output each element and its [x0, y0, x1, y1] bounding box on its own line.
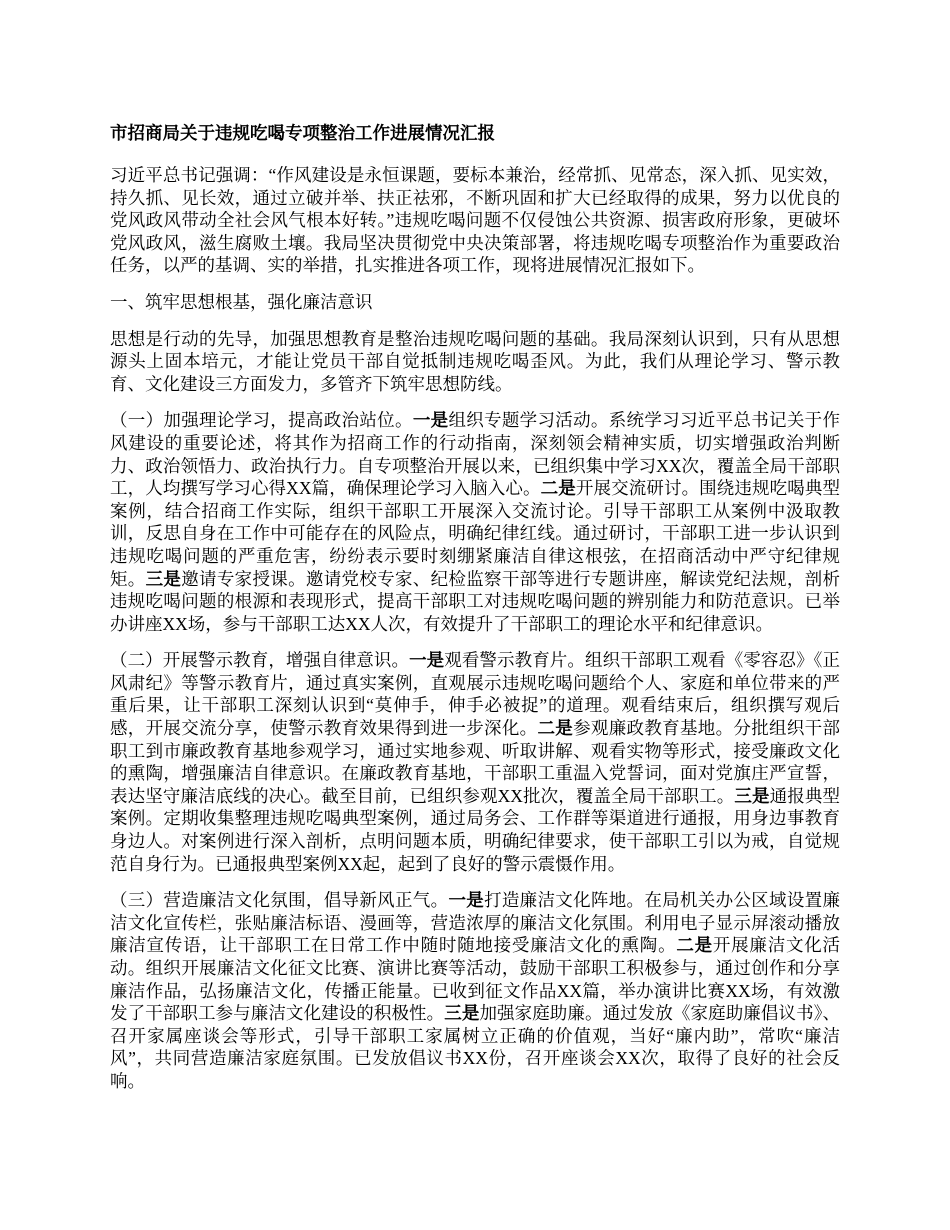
emphasis-text-run: 二是 [540, 478, 576, 499]
text-run: 参观廉政教育基地。分批组织干部职工到市廉政教育基地参观学习，通过实地参观、听取讲解、观看实物等形式，接受廉政文化的熏陶，增强廉洁自律意识。在廉政教育基地，干部职工重温入党誓词，面对党旗庄严宣誓，表达坚守廉洁底线的决心。截至目前，已组织参观XX批次，覆盖全局干部职工。 [110, 718, 840, 806]
text-run: 习近平总书记强调：“作风建设是永恒课题，要标本兼治，经常抓、见常态，深入抓、见实效，持久抓、见长效，通过立破并举、扶正祛邪，不断巩固和扩大已经取得的成果，努力以优良的党风政风带动全社会风气根本好转。”违规吃喝问题不仅侵蚀公共资源、损害政府形象，更破坏党风政风，滋生腐败土壤。我局坚决贯彻党中央决策部署，将违规吃喝专项整治作为重要政治任务，以严的基调、实的举措，扎实推进各项工作，现将进展情况汇报如下。 [110, 165, 840, 276]
text-run: 开展廉洁文化活动。组织开展廉洁文化征文比赛、演讲比赛等活动，鼓励干部职工积极参与，通过创作和分享廉洁作品，弘扬廉洁文化，传播正能量。已收到征文作品XX篇，举办演讲比赛XX场，有效激发了干部职工参与廉洁文化建设的积极性。 [110, 935, 841, 1024]
section-heading [110, 291, 840, 314]
text-run: 思想是行动的先导，加强思想教育是整治违规吃喝问题的基础。我局深刻认识到，只有从思想源头上固本培元，才能让党员干部自觉抵制违规吃喝歪风。为此，我们从理论学习、警示教育、文化建设三方面发力，多管齐下筑牢思想防线。 [110, 328, 840, 394]
text-run: （三）营造廉洁文化氛围，倡导新风正气。 [110, 890, 449, 911]
document-title: 市招商局关于违规吃喝专项整治工作进展情况汇报 [110, 123, 495, 143]
paragraph [110, 409, 840, 635]
emphasis-text-run: 三是 [444, 1003, 480, 1024]
text-run: 一、筑牢思想根基，强化廉洁意识 [110, 291, 373, 312]
emphasis-text-run: 三是 [145, 568, 182, 589]
text-run: （二）开展警示教育，增强自律意识。 [110, 650, 410, 671]
text-run: 开展交流研讨。围绕违规吃喝典型案例，结合招商工作实际，组织干部职工开展深入交流讨论。引导干部职工从案例中汲取教训，反思自身在工作中可能存在的风险点，明确纪律红线。通过研讨，干部职工进一步认识到违规吃喝问题的严重危害，纷纷表示要时刻绷紧廉洁自律这根弦，在招商活动中严守纪律规矩。 [110, 478, 841, 589]
text-run: 打造廉洁文化阵地。在局机关办公区域设置廉洁文化宣传栏，张贴廉洁标语、漫画等，营造浓厚的廉洁文化氛围。利用电子显示屏滚动播放廉洁宣传语，让干部职工在日常工作中随时随地接受廉洁文化的熏陶。 [110, 890, 840, 956]
emphasis-text-run: 一是 [412, 410, 449, 431]
text-run: 通报典型案例。定期收集整理违规吃喝典型案例，通过局务会、工作群等渠道进行通报，用身边事教育身边人。对案例进行深入剖析，点明问题本质，明确纪律要求，使干部职工引以为戒，自觉规范自身行为。已通报典型案例XX起，起到了良好的警示震慑作用。 [110, 785, 841, 874]
emphasis-text-run: 二是 [676, 935, 713, 956]
paragraph [110, 328, 840, 396]
text-run: （一）加强理论学习，提高政治站位。 [110, 410, 413, 431]
emphasis-text-run: 一是 [448, 890, 485, 911]
emphasis-text-run: 一是 [409, 650, 445, 671]
paragraph [110, 649, 840, 875]
text-run: 邀请专家授课。邀请党校专家、纪检监察干部等进行专题讲座，解读党纪法规，剖析违规吃喝问题的根源和表现形式，提高干部职工对违规吃喝问题的辨别能力和防范意识。已举办讲座XX场，参与干部职工达XX人次，有效提升了干部职工的理论水平和纪律意识。 [110, 568, 840, 634]
paragraph [110, 889, 840, 1092]
text-run: 加强家庭助廉。通过发放《家庭助廉倡议书》、召开家属座谈会等形式，引导干部职工家属树立正确的价值观，当好“廉内助”，常吹“廉洁风”，共同营造廉洁家庭氛围。已发放倡议书XX份，召开座谈会XX次，取得了良好的社会反响。 [110, 1003, 841, 1091]
emphasis-text-run: 二是 [537, 718, 574, 739]
emphasis-text-run: 三是 [734, 785, 770, 806]
document-body [110, 164, 840, 1093]
paragraph [110, 164, 840, 277]
text-run: 观看警示教育片。组织干部职工观看《零容忍》《正风肃纪》等警示教育片，通过真实案例，直观展示违规吃喝问题给个人、家庭和单位带来的严重后果，让干部职工深刻认识到“莫伸手，伸手必被捉”的道理。观看结束后，组织撰写观后感，开展交流分享，使警示教育效果得到进一步深化。 [110, 650, 841, 739]
text-run: 组织专题学习活动。系统学习习近平总书记关于作风建设的重要论述，将其作为招商工作的行动指南，深刻领会精神实质，切实增强政治判断力、政治领悟力、政治执行力。自专项整治开展以来，已组织集中学习XX次，覆盖全局干部职工，人均撰写学习心得XX篇，确保理论学习入脑入心。 [110, 410, 840, 499]
